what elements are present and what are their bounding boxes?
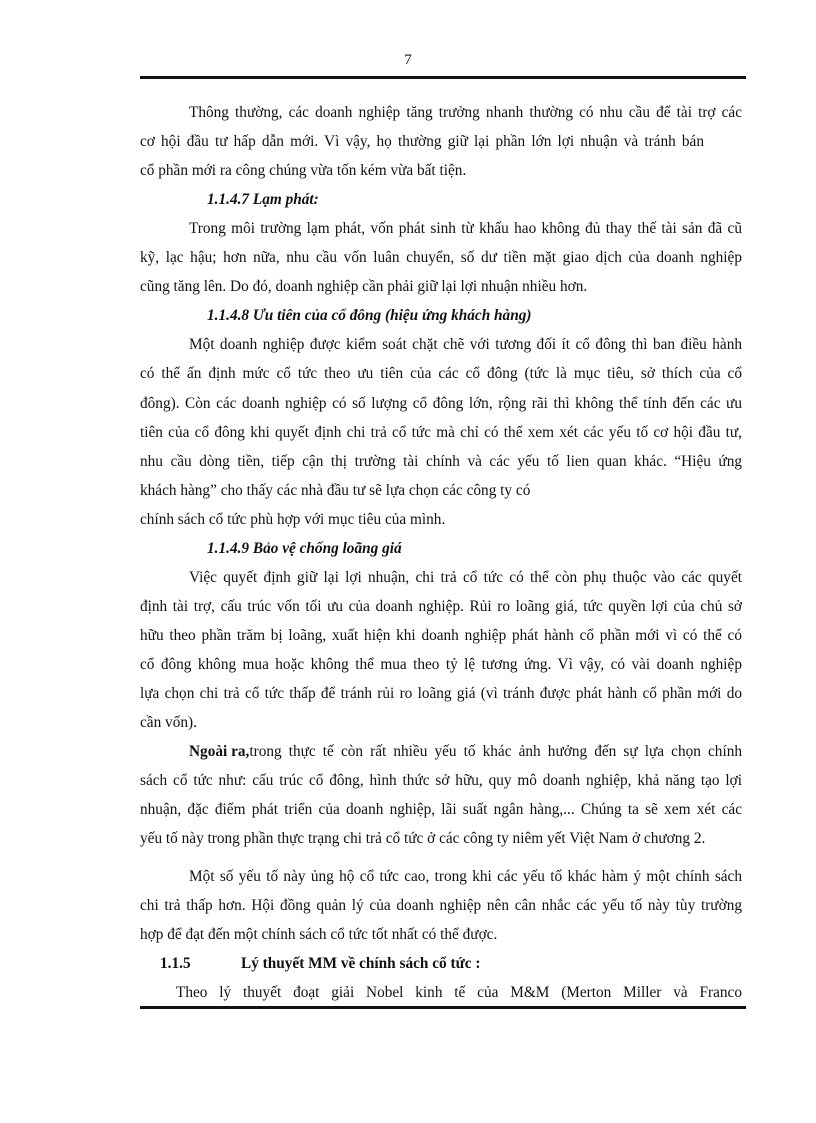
text-line: Việc quyết định giữ lại lợi nhuận, chi trả cổ tức có thể còn phụ thuộc vào các quyết [189,569,742,586]
text-line: Theo lý thuyết đoạt giải Nobel kinh tế của M&M (Merton Miller và Franco [176,984,742,1001]
section-heading: 1.1.4.9 Bảo vệ chống loãng giá [207,540,402,557]
text-line: khách hàng” cho thấy các nhà đầu tư sẽ lựa chọn các công ty có [140,482,531,499]
text-line: cơ hội đầu tư hấp dẫn mới. Vì vậy, họ thường giữ lại phần lớn lợi nhuận và tránh bán [140,133,704,150]
text-line: cũng tăng lên. Do đó, doanh nghiệp cần phải giữ lại lợi nhuận nhiều hơn. [140,278,588,295]
text-line: sách cổ tức như: cấu trúc cổ đông, hình thức sở hữu, quy mô doanh nghiệp, khả năng tạo lợi [140,772,742,789]
section-heading: 1.1.4.8 Ưu tiên của cổ đông (hiệu ứng khách hàng) [207,307,532,324]
text-line: yếu tố này trong phần thực trạng chi trả cổ tức ở các công ty niêm yết Việt Nam ở chương 2. [140,830,706,847]
text-line: Một doanh nghiệp được kiểm soát chặt chẽ với tương đối ít cổ đông thì ban điều hành [189,336,742,353]
text-line: hữu theo phần trăm bị loãng, xuất hiện khi doanh nghiệp phát hành cổ phần mới vì có thể có [140,627,742,644]
header-rule [140,76,746,79]
footer-rule [140,1006,746,1009]
text-line: cần vốn). [140,714,197,731]
section-heading: Lý thuyết MM về chính sách cổ tức : [241,955,481,972]
bold-lead: Ngoài ra, [189,743,250,760]
text-line: định tài trợ, cấu trúc vốn tối ưu của doanh nghiệp. Rủi ro loãng giá, tức quyền lợi của chủ sở [140,598,742,615]
text-line: nhuận, đặc điểm phát triển của doanh nghiệp, lãi suất ngân hàng,... Chúng ta sẽ xem xét các [140,801,742,818]
section-heading: 1.1.4.7 Lạm phát: [207,191,319,208]
text-line: Một số yếu tố này ủng hộ cổ tức cao, trong khi các yếu tố khác hàm ý một chính sách [189,868,742,885]
text-line: chi trả thấp hơn. Hội đồng quản lý của doanh nghiệp nên cân nhắc các yếu tố này tùy trường [140,897,742,914]
text-line-rest: trong thực tế còn rất nhiều yếu tố khác ảnh hưởng đến sự lựa chọn chính [249,743,742,760]
text-line: hợp để đạt đến một chính sách cổ tức tốt nhất có thể được. [140,926,498,943]
text-line: tiên của cổ đông khi quyết định chi trả cổ tức mà chỉ có thể xem xét các yếu tố cơ hội đầu tư, [140,424,742,441]
text-line: Trong môi trường lạm phát, vốn phát sinh từ khấu hao không đủ thay thế tài sản đã cũ [189,220,742,237]
text-line: cổ phần mới ra công chúng vừa tốn kém vừa bất tiện. [140,162,467,179]
text-line [189,742,742,762]
text-line: đông). Còn các doanh nghiệp có số lượng cổ đông lớn, rộng rãi thì không thể tính đến các ưu [140,395,742,412]
section-number: 1.1.5 [160,955,191,972]
text-line: có thể ấn định mức cổ tức theo ưu tiên của các cổ đông (tức là mục tiêu, sở thích của cổ [140,365,742,382]
text-line: cổ đông không mua hoặc không thể mua theo tỷ lệ tương ứng. Vì vậy, có vài doanh nghiệp [140,656,742,673]
text-line: Thông thường, các doanh nghiệp tăng trưởng nhanh thường có nhu cầu để tài trợ các [189,104,742,121]
text-line: chính sách cổ tức phù hợp với mục tiêu của mình. [140,511,446,528]
text-line: kỹ, lạc hậu; hơn nữa, nhu cầu vốn luân chuyển, số dư tiền mặt giao dịch của doanh nghiệp [140,249,742,266]
page-number: 7 [404,52,412,68]
text-line: nhu cầu dòng tiền, tiếp cận thị trường tài chính và các yếu tố lien quan khác. “Hiệu ứng [140,453,742,470]
text-line: lựa chọn chi trả cổ tức thấp để tránh rủi ro loãng giá (vì tránh được phát hành cổ phần mới do [140,685,742,702]
